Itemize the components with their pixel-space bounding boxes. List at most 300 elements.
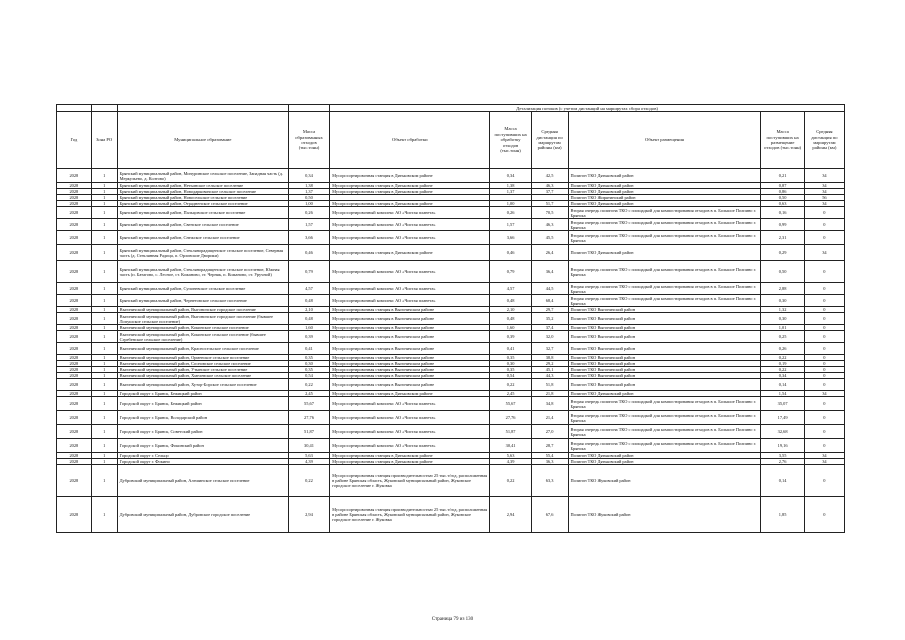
table-cell-mass2: 2,45: [490, 391, 531, 397]
table-cell-mass3: 17,49: [761, 411, 804, 425]
table-cell-mun: Выгоничский муниципальный район, Хмелевское сельское поселение: [117, 373, 288, 379]
table-row: [57, 245, 845, 261]
table-cell-obj: Мусоросортировочный комплекс АО «Чистая планета»: [330, 411, 490, 425]
table-cell-mun: Брянский муниципальный район, Пальцовское сельское поселение: [117, 207, 288, 219]
table-cell-mass: 2,94: [288, 497, 329, 533]
table-cell-mass2: 4,57: [490, 283, 531, 295]
table-cell-dist2: 0: [804, 313, 844, 325]
table-cell-place: Полигон ТКО Дятьковский район: [568, 189, 761, 195]
table-cell-mass: 0,34: [288, 169, 329, 183]
table-cell-year: 2028: [57, 189, 92, 195]
table-cell-zone: 1: [91, 397, 117, 411]
table-cell-place: Вторая очередь полигона ТКО с площадкой для компостирования отходов в п. Большое Полпино г. Брянска: [568, 397, 761, 411]
table-cell-year: 2028: [57, 379, 92, 391]
table-cell-place: Полигон ТКО Жирятинский район: [568, 195, 761, 201]
table-cell-place: Полигон ТКО Выгоничский район: [568, 355, 761, 361]
table-cell-zone: 1: [91, 425, 117, 439]
table-cell-mass: 3,66: [288, 231, 329, 245]
table-cell-obj: Мусоросортировочная станция в Выгоничском районе: [330, 379, 490, 391]
table-cell-dist: 34,8: [531, 397, 568, 411]
table-cell-zone: 1: [91, 283, 117, 295]
table-cell-dist: 67,6: [531, 497, 568, 533]
table-cell-mass: 2,45: [288, 391, 329, 397]
table-cell-mass3: 0,50: [761, 261, 804, 283]
table-cell-mun: Брянский муниципальный район, Снежское сельское поселение: [117, 231, 288, 245]
table-cell-mass: 5,63: [288, 453, 329, 459]
table-cell-dist: 44,3: [531, 373, 568, 379]
table-cell-obj: Мусоросортировочная станция в Дятьковском районе: [330, 169, 490, 183]
table-cell-mass3: 0,50: [761, 195, 804, 201]
table-cell-mun: Брянский муниципальный район, Чернетовское сельское поселение: [117, 295, 288, 307]
table-cell-year: 2028: [57, 497, 92, 533]
table-cell-mass: 0,26: [288, 207, 329, 219]
table-cell-mun: Выгоничский муниципальный район, Хутор-Борское сельское поселение: [117, 379, 288, 391]
table-cell-dist2: 0: [804, 397, 844, 411]
table-cell-dist: 26,4: [531, 245, 568, 261]
table-cell-mass2: 3,66: [490, 231, 531, 245]
table-cell-year: 2028: [57, 245, 92, 261]
table-cell-mass: 0,54: [288, 373, 329, 379]
table-cell-zone: 1: [91, 453, 117, 459]
table-cell-mass2: 5,63: [490, 453, 531, 459]
header-cell: Объект обработки: [330, 112, 490, 169]
table-cell-obj: Мусоросортировочная станция в Дятьковском районе: [330, 391, 490, 397]
table-cell-place: Полигон ТКО Выгоничский район: [568, 367, 761, 373]
table-cell-dist2: 0: [804, 325, 844, 331]
table-cell-mass: 0,48: [288, 295, 329, 307]
table-cell-place: Полигон ТКО Дятьковский район: [568, 201, 761, 207]
table-cell-obj: Мусоросортировочный комплекс АО «Чистая планета»: [330, 261, 490, 283]
table-cell-year: 2028: [57, 325, 92, 331]
table-cell-mass: 1,37: [288, 189, 329, 195]
table-cell-place: Вторая очередь полигона ТКО с площадкой для компостирования отходов в п. Большое Полпино г. Брянска: [568, 439, 761, 453]
table-cell-dist: 46,3: [531, 183, 568, 189]
table-cell-dist2: 34: [804, 391, 844, 397]
table-cell-dist: 70,5: [531, 207, 568, 219]
table-cell-zone: 1: [91, 497, 117, 533]
table-cell-year: 2028: [57, 201, 92, 207]
header-cell: Средняя дистанция по маршрутам районы (км): [531, 112, 568, 169]
table-cell-dist: 51,7: [531, 201, 568, 207]
table-cell-obj: Мусоросортировочный комплекс АО «Чистая планета»: [330, 207, 490, 219]
table-cell-dist2: 0: [804, 331, 844, 343]
table-row: [57, 343, 845, 355]
table-cell-year: 2028: [57, 453, 92, 459]
table-cell-mass: 0,35: [288, 355, 329, 361]
table-cell-dist2: 0: [804, 207, 844, 219]
table-cell-dist: 35,2: [531, 313, 568, 325]
table-cell-mass3: 2,31: [761, 231, 804, 245]
table-cell-zone: 1: [91, 331, 117, 343]
table-cell-mun: Городской округ г. Брянск, Бежицкий район: [117, 397, 288, 411]
table-cell-year: 2028: [57, 331, 92, 343]
table-cell-dist2: 34: [804, 183, 844, 189]
table-cell-mass2: 0,30: [490, 361, 531, 367]
table-cell-mass3: 0,22: [761, 355, 804, 361]
table-cell-place: Полигон ТКО Выгоничский район: [568, 343, 761, 355]
table-cell-zone: 1: [91, 261, 117, 283]
table-cell-dist: 36,3: [531, 459, 568, 465]
page-number: Страница 79 из 130: [431, 617, 474, 622]
table-cell-mass2: 30,41: [490, 439, 531, 453]
table-cell-year: 2028: [57, 219, 92, 231]
table-cell-place: Вторая очередь полигона ТКО с площадкой для компостирования отходов в п. Большое Полпино г. Брянска: [568, 207, 761, 219]
table-cell-obj: Мусоросортировочный комплекс АО «Чистая планета»: [330, 439, 490, 453]
table-cell-mass3: 0,25: [761, 331, 804, 343]
table-cell-obj: Мусоросортировочная станция в Выгоничском районе: [330, 313, 490, 325]
table-cell-mass: 0,22: [288, 379, 329, 391]
table-cell-mass2: 55,67: [490, 397, 531, 411]
table-cell-year: 2028: [57, 411, 92, 425]
table-cell-mass3: 0,30: [761, 313, 804, 325]
table-cell-dist: 29,2: [531, 361, 568, 367]
table-cell-mass: 0,50: [288, 195, 329, 201]
table-cell-dist2: 0: [804, 283, 844, 295]
table-cell-obj: Мусоросортировочная станция в Выгоничском районе: [330, 307, 490, 313]
table-cell-mass2: 0,35: [490, 367, 531, 373]
table-cell-dist2: 0: [804, 295, 844, 307]
table-cell-mass: 0,22: [288, 465, 329, 497]
table-cell-year: 2028: [57, 343, 92, 355]
table-row: [57, 283, 845, 295]
table-row: [57, 439, 845, 453]
table-cell-mun: Брянский муниципальный район, Стеклянорадищенское сельское поселение, Южная часть (п. Батагово, с. Лесное, ст. Кожаново, ст. Черняк, п. Кожаново, ст. Уручной): [117, 261, 288, 283]
table-cell-dist: 51,8: [531, 379, 568, 391]
table-cell-obj: Мусоросортировочная станция в Выгоничском районе: [330, 325, 490, 331]
table-cell-year: 2028: [57, 465, 92, 497]
table-cell-zone: 1: [91, 313, 117, 325]
table-cell-mass: 55,67: [288, 397, 329, 411]
table-cell-zone: 1: [91, 343, 117, 355]
table-cell-obj: Мусоросортировочная станция в Дятьковском районе: [330, 189, 490, 195]
table-cell-year: 2028: [57, 307, 92, 313]
table-cell-mun: Городской округ г. Брянск, Фокинский район: [117, 439, 288, 453]
table-cell-mun: Брянский муниципальный район, Нетьинское сельское поселение: [117, 183, 288, 189]
table-cell-zone: 1: [91, 169, 117, 183]
table-cell-place: Полигон ТКО Выгоничский район: [568, 307, 761, 313]
table-cell-place: Вторая очередь полигона ТКО с площадкой для компостирования отходов в п. Большое Полпино г. Брянска: [568, 231, 761, 245]
table-cell-mun: Выгоничский муниципальный район, Выгоничское городское поселение: [117, 307, 288, 313]
table-cell-dist2: 0: [804, 425, 844, 439]
table-cell-mun: Городской округ г. Брянск, Советский район: [117, 425, 288, 439]
table-cell-place: Полигон ТКО Выгоничский район: [568, 361, 761, 367]
table-cell-zone: 1: [91, 207, 117, 219]
table-cell-mass3: 1,01: [761, 325, 804, 331]
table-cell-mass2: 51,87: [490, 425, 531, 439]
table-row: [57, 497, 845, 533]
table-cell-obj: Мусоросортировочная станция производительностью 25 тыс.т/год, расположенная в районе Брянская область, Жуковский муниципальный район, Жуковское городское поселение г. Жуковка: [330, 497, 490, 533]
table-cell-mass3: 35,07: [761, 397, 804, 411]
table-cell-zone: 1: [91, 195, 117, 201]
table-cell-zone: 1: [91, 367, 117, 373]
table-cell-place: Вторая очередь полигона ТКО с площадкой для компостирования отходов в п. Большое Полпино г. Брянска: [568, 425, 761, 439]
table-cell-mass: 0,30: [288, 361, 329, 367]
table-cell-dist: 37,7: [531, 189, 568, 195]
table-cell-year: 2028: [57, 313, 92, 325]
table-cell-place: Полигон ТКО Выгоничский район: [568, 325, 761, 331]
table-cell-mass3: 2,76: [761, 459, 804, 465]
table-cell-place: Полигон ТКО Дятьковский район: [568, 453, 761, 459]
table-cell-mass2: 2,10: [490, 307, 531, 313]
table-cell-year: 2028: [57, 397, 92, 411]
table-cell-obj: Мусоросортировочная станция в Выгоничском районе: [330, 367, 490, 373]
table-cell-mass: 1,60: [288, 325, 329, 331]
table-cell-obj: Мусоросортировочный комплекс АО «Чистая планета»: [330, 397, 490, 411]
table-cell-mun: Дубровский муниципальный район, Дубровское городское поселение: [117, 497, 288, 533]
table-cell-place: Полигон ТКО Дятьковский район: [568, 169, 761, 183]
table-cell-obj: Мусоросортировочная станция в Дятьковском районе: [330, 201, 490, 207]
table-cell-mun: Городской округ г. Брянск, Володарский район: [117, 411, 288, 425]
table-cell-obj: Мусоросортировочная станция в Выгоничском районе: [330, 331, 490, 343]
table-cell-mun: Городской округ г. Сельцо: [117, 453, 288, 459]
table-cell-dist2: 0: [804, 411, 844, 425]
table-cell-obj: Мусоросортировочная станция в Выгоничском районе: [330, 373, 490, 379]
table-cell-dist2: 0: [804, 231, 844, 245]
table-cell-zone: 1: [91, 183, 117, 189]
table-cell-mun: Брянский муниципальный район, Новодарковичское сельское поселение: [117, 189, 288, 195]
table-cell-zone: 1: [91, 307, 117, 313]
table-cell-mass: 4,39: [288, 459, 329, 465]
table-cell-obj: Мусоросортировочная станция в Выгоничском районе: [330, 355, 490, 361]
table-cell-mun: Городской округ г. Фокино: [117, 459, 288, 465]
table-cell-mun: Брянский муниципальный район, Стеклянорадищенское сельское поселение, Северная часть (д. Стеклянная Радица, п. Орловские Дворики): [117, 245, 288, 261]
table-header-row: [57, 112, 845, 169]
table-cell-mass: 0,39: [288, 331, 329, 343]
table-cell-obj: Мусоросортировочный комплекс АО «Чистая планета»: [330, 425, 490, 439]
table-cell-mass2: 0,22: [490, 379, 531, 391]
table-cell-mass2: 0,41: [490, 343, 531, 355]
table-cell-place: Полигон ТКО Выгоничский район: [568, 331, 761, 343]
table-cell-mass2: 0,54: [490, 373, 531, 379]
table-cell-mass: 30,41: [288, 439, 329, 453]
table-cell-mass3: 1,32: [761, 307, 804, 313]
table-cell-place: Вторая очередь полигона ТКО с площадкой для компостирования отходов в п. Большое Полпино г. Брянска: [568, 261, 761, 283]
table-cell-zone: 1: [91, 465, 117, 497]
table-cell-mass2: 0,48: [490, 313, 531, 325]
table-cell-mass2: 27,76: [490, 411, 531, 425]
table-cell-dist: 46,3: [531, 219, 568, 231]
table-cell-year: 2028: [57, 355, 92, 361]
table-cell-mass2: 2,94: [490, 497, 531, 533]
table-cell-mass3: 1,54: [761, 391, 804, 397]
table-cell-mass: 51,87: [288, 425, 329, 439]
table-cell-zone: 1: [91, 439, 117, 453]
table-cell-obj: Мусоросортировочная станция в Дятьковском районе: [330, 459, 490, 465]
table-cell-mun: Выгоничский муниципальный район, Сосновское сельское поселение: [117, 361, 288, 367]
table-cell-dist2: 56: [804, 195, 844, 201]
table-row: [57, 425, 845, 439]
table-cell-mass: 0,41: [288, 343, 329, 355]
table-cell-mass3: 0,14: [761, 465, 804, 497]
table-row: [57, 331, 845, 343]
table-cell-obj: Мусоросортировочная станция в Дятьковском районе: [330, 453, 490, 459]
header-cell: Объект размещения: [568, 112, 761, 169]
table-cell-mass3: 0,99: [761, 219, 804, 231]
table-cell-mass: 0,79: [288, 261, 329, 283]
table-cell-place: Полигон ТКО Дятьковский район: [568, 459, 761, 465]
table-cell-zone: 1: [91, 373, 117, 379]
table-cell-dist2: 0: [804, 497, 844, 533]
table-cell-year: 2028: [57, 425, 92, 439]
table-row: [57, 261, 845, 283]
table-caption: Детализация потоков (с учетом дистанций на маршрутах сбора отходов): [330, 105, 845, 112]
table-cell-dist2: 34: [804, 169, 844, 183]
table-cell-dist2: 0: [804, 261, 844, 283]
table-cell-zone: 1: [91, 219, 117, 231]
table-cell-place: Полигон ТКО Выгоничский район: [568, 313, 761, 325]
table-cell-dist2: 0: [804, 465, 844, 497]
table-cell-mass: 1,00: [288, 201, 329, 207]
table-cell-dist: 63,3: [531, 465, 568, 497]
table-cell-mun: Брянский муниципальный район, Свенское сельское поселение: [117, 219, 288, 231]
table-cell-mass3: 0,14: [761, 379, 804, 391]
table-cell-mass: 4,57: [288, 283, 329, 295]
table-cell-dist2: 0: [804, 343, 844, 355]
table-cell-dist: 45,5: [531, 231, 568, 245]
table-cell-dist: 27,0: [531, 425, 568, 439]
table-cell-mass3: 0,87: [761, 183, 804, 189]
table-cell-zone: 1: [91, 391, 117, 397]
table-cell-mass3: 0,63: [761, 201, 804, 207]
table-cell-mass3: 0,29: [761, 245, 804, 261]
table-cell-mass2: 0,48: [490, 295, 531, 307]
table-cell-obj: Мусоросортировочный комплекс АО «Чистая планета»: [330, 295, 490, 307]
table-cell-zone: 1: [91, 231, 117, 245]
table-cell-obj: Мусоросортировочная станция в Выгоничском районе: [330, 361, 490, 367]
table-cell-mass: 0,48: [288, 313, 329, 325]
table-cell-year: 2028: [57, 295, 92, 307]
table-cell-obj: Мусоросортировочный комплекс АО «Чистая планета»: [330, 283, 490, 295]
table-cell-year: 2028: [57, 459, 92, 465]
table-cell-place: Вторая очередь полигона ТКО с площадкой для компостирования отходов в п. Большое Полпино г. Брянска: [568, 411, 761, 425]
table-cell-mass: 0,35: [288, 367, 329, 373]
table-cell-dist: 21,4: [531, 411, 568, 425]
waste-flow-table: [56, 104, 845, 533]
table-cell-year: 2028: [57, 195, 92, 201]
table-row: [57, 219, 845, 231]
table-cell-dist: 45,1: [531, 367, 568, 373]
table-row: [57, 207, 845, 219]
table-cell-mass2: 0,34: [490, 169, 531, 183]
table-cell-zone: 1: [91, 379, 117, 391]
table-cell-mass2: 0,46: [490, 245, 531, 261]
table-cell-place: Полигон ТКО Выгоничский район: [568, 379, 761, 391]
table-cell-obj: Мусоросортировочная станция в Выгоничском районе: [330, 343, 490, 355]
table-cell-mun: Городской округ г. Брянск, Бежицкий район: [117, 391, 288, 397]
table-cell-dist: 38,8: [531, 355, 568, 361]
table-cell-zone: 1: [91, 459, 117, 465]
table-cell-obj: Мусоросортировочная станция в Дятьковском районе: [330, 245, 490, 261]
table-cell-place: Вторая очередь полигона ТКО с площадкой для компостирования отходов в п. Большое Полпино г. Брянска: [568, 283, 761, 295]
table-cell-place: Полигон ТКО Жуковский район: [568, 465, 761, 497]
table-cell-zone: 1: [91, 201, 117, 207]
table-cell-mun: Брянский муниципальный район, Новосельское сельское поселение: [117, 195, 288, 201]
table-cell-year: 2028: [57, 439, 92, 453]
table-cell-mass2: 1,60: [490, 325, 531, 331]
table-cell-place: Вторая очередь полигона ТКО с площадкой для компостирования отходов в п. Большое Полпино г. Брянска: [568, 295, 761, 307]
table-cell-mun: Выгоничский муниципальный район, Утынское сельское поселение: [117, 367, 288, 373]
header-cell: Зона РО: [91, 112, 117, 169]
table-cell-dist2: 34: [804, 189, 844, 195]
table-cell-mass3: 0,22: [761, 367, 804, 373]
table-cell-dist: 21,8: [531, 391, 568, 397]
table-cell-mass2: 1,00: [490, 201, 531, 207]
table-cell-mun: Выгоничский муниципальный район, Выгоничское городское поселение (бывшее Лопушское сельское поселение): [117, 313, 288, 325]
table-cell-place: Полигон ТКО Дятьковский район: [568, 391, 761, 397]
table-cell-dist2: 0: [804, 373, 844, 379]
table-cell-year: 2028: [57, 391, 92, 397]
table-cell-mun: Выгоничский муниципальный район, Орменское сельское поселение: [117, 355, 288, 361]
table-cell-zone: 1: [91, 295, 117, 307]
table-cell-mun: Брянский муниципальный район, Супоневское сельское поселение: [117, 283, 288, 295]
table-cell-dist2: 0: [804, 361, 844, 367]
table-cell-mass3: 0,34: [761, 373, 804, 379]
table-cell-dist2: 0: [804, 439, 844, 453]
table-cell-zone: 1: [91, 189, 117, 195]
table-cell-mass2: 0,79: [490, 261, 531, 283]
table-cell-year: 2028: [57, 207, 92, 219]
data-table-container: [56, 104, 845, 533]
table-cell-zone: 1: [91, 355, 117, 361]
table-cell-year: 2028: [57, 231, 92, 245]
table-cell-mass2: 0,39: [490, 331, 531, 343]
header-cell: Масса образованных отходов (тыс.тонн): [288, 112, 329, 169]
table-cell-dist2: 0: [804, 355, 844, 361]
header-cell: Год: [57, 112, 92, 169]
table-cell-dist2: 0: [804, 367, 844, 373]
table-cell-mass3: 0,86: [761, 189, 804, 195]
table-cell-mass: 27,76: [288, 411, 329, 425]
table-cell-place: Полигон ТКО Жуковский район: [568, 497, 761, 533]
table-row: [57, 379, 845, 391]
table-cell-mass3: 1,85: [761, 497, 804, 533]
table-cell-zone: 1: [91, 325, 117, 331]
table-cell-obj: Мусоросортировочный комплекс АО «Чистая планета»: [330, 219, 490, 231]
table-cell-year: 2028: [57, 183, 92, 189]
table-cell-dist: 55,4: [531, 453, 568, 459]
header-cell: Средняя дистанция по маршрутам районы (км): [804, 112, 844, 169]
table-cell-mass2: 1,57: [490, 219, 531, 231]
header-cell: Масса поступивших на обработку отходов (тыс.тонн): [490, 112, 531, 169]
table-cell-mun: Выгоничский муниципальный район, Красносельское сельское поселение: [117, 343, 288, 355]
table-cell-mass3: 19,16: [761, 439, 804, 453]
table-cell-dist: 44,5: [531, 283, 568, 295]
table-cell-mass2: 1,37: [490, 189, 531, 195]
table-cell-zone: 1: [91, 245, 117, 261]
table-cell-dist: 32,7: [531, 343, 568, 355]
table-cell-obj: Мусоросортировочная станция производительностью 25 тыс.т/год, расположенная в районе Брянская область, Жуковский муниципальный район, Жуковское городское поселение г. Жуковка: [330, 465, 490, 497]
table-row: [57, 231, 845, 245]
table-cell-mass3: 0,16: [761, 207, 804, 219]
table-cell-dist2: 0: [804, 219, 844, 231]
table-cell-mass: 1,38: [288, 183, 329, 189]
table-cell-mass3: 3,55: [761, 453, 804, 459]
table-cell-mass2: 0,26: [490, 207, 531, 219]
table-cell-mun: Дубровский муниципальный район, Алешинское сельское поселение: [117, 465, 288, 497]
table-cell-mass3: 0,21: [761, 169, 804, 183]
table-cell-mass: 1,57: [288, 219, 329, 231]
table-cell-place: Полигон ТКО Дятьковский район: [568, 245, 761, 261]
table-cell-mass2: 4,39: [490, 459, 531, 465]
table-cell-place: Полигон ТКО Дятьковский район: [568, 183, 761, 189]
table-cell-zone: 1: [91, 361, 117, 367]
table-cell-dist: 28,7: [531, 439, 568, 453]
table-cell-year: 2028: [57, 373, 92, 379]
table-cell-mun: Брянский муниципальный район, Мичуринское сельское поселение, Западная часть (д. Меркульево, д. Колтово): [117, 169, 288, 183]
table-cell-dist2: 34: [804, 245, 844, 261]
table-cell-dist2: 34: [804, 453, 844, 459]
table-cell-mass3: 0,26: [761, 343, 804, 355]
